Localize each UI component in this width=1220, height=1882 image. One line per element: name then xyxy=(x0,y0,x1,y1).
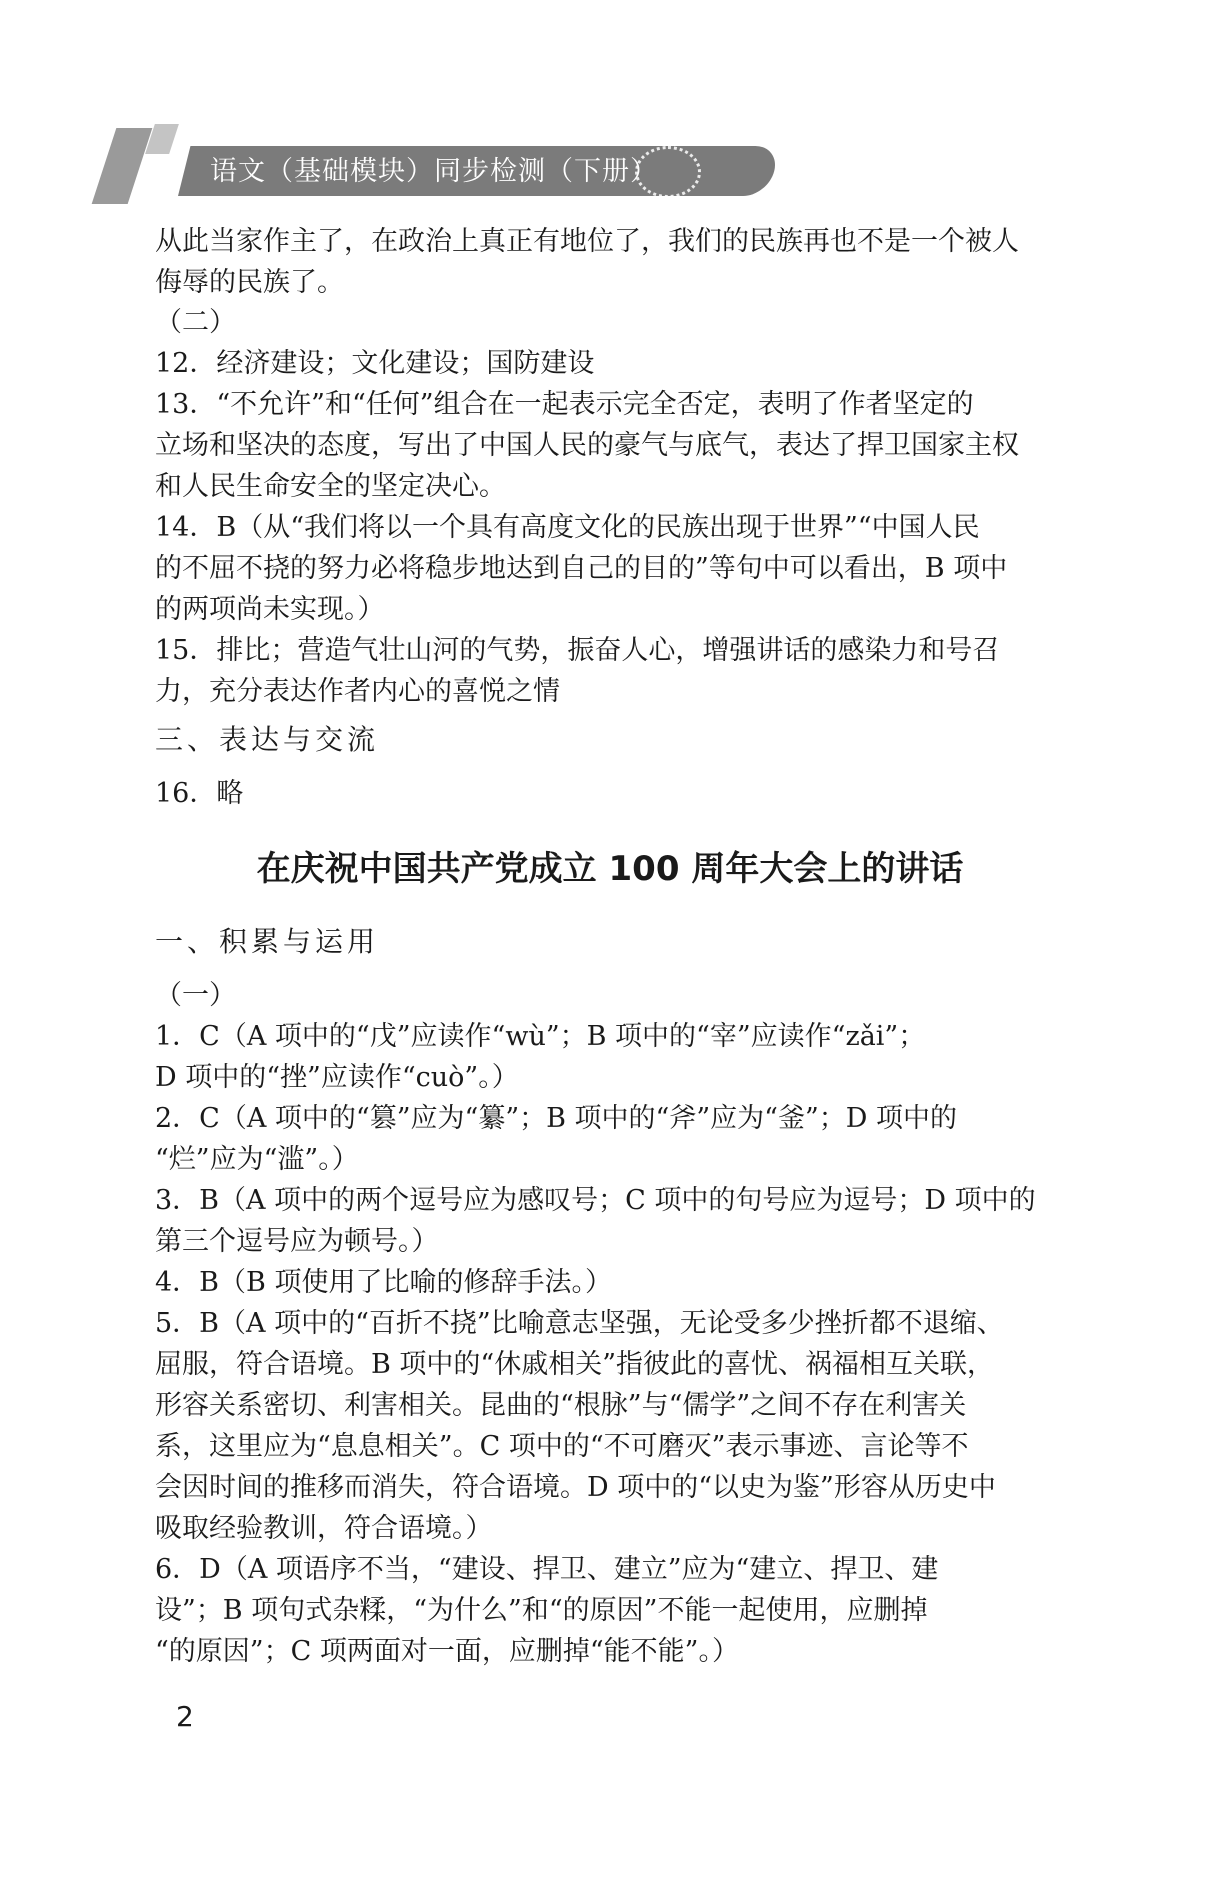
answer-15: 15．排比；营造气壮山河的气势，振奋人心，增强讲话的感染力和号召 xyxy=(155,635,1000,666)
section-heading: 三、表达与交流 xyxy=(155,723,380,756)
answer-2: 2．C（A 项中的“篡”应为“纂”；B 项中的“斧”应为“釜”；D 项中的 xyxy=(155,1103,957,1134)
text-line: 会因时间的推移而消失，符合语境。D 项中的“以史为鉴”形容从历史中 xyxy=(155,1472,996,1503)
text-line: 力，充分表达作者内心的喜悦之情 xyxy=(155,676,560,707)
header-ornament-icon xyxy=(635,146,701,198)
text-line: 从此当家作主了，在政治上真正有地位了，我们的民族再也不是一个被人 xyxy=(155,226,1019,257)
text-line: 系，这里应为“息息相关”。C 项中的“不可磨灭”表示事迹、言论等不 xyxy=(155,1431,969,1462)
answer-5: 5．B（A 项中的“百折不挠”比喻意志坚强，无论受多少挫折都不退缩、 xyxy=(155,1308,1004,1339)
page-number: 2 xyxy=(176,1700,194,1733)
header-banner xyxy=(100,124,700,204)
text-line: 立场和坚决的态度，写出了中国人民的豪气与底气，表达了捍卫国家主权 xyxy=(155,430,1019,461)
text-line: 第三个逗号应为顿号。） xyxy=(155,1226,439,1257)
text-line: 设”；B 项句式杂糅，“为什么”和“的原因”不能一起使用，应删掉 xyxy=(155,1595,928,1626)
header-stripe-decoration xyxy=(92,128,153,204)
answer-14: 14．B（从“我们将以一个具有高度文化的民族出现于世界”“中国人民 xyxy=(155,512,980,543)
article-title: 在庆祝中国共产党成立 100 周年大会上的讲话 xyxy=(256,849,964,889)
answer-4: 4．B（B 项使用了比喻的修辞手法。） xyxy=(155,1267,612,1298)
text-line: 屈服，符合语境。B 项中的“休戚相关”指彼此的喜忧、祸福相互关联， xyxy=(155,1349,995,1380)
answer-12: 12．经济建设；文化建设；国防建设 xyxy=(155,348,595,379)
text-line: 和人民生命安全的坚定决心。 xyxy=(155,471,506,502)
text-line: 侮辱的民族了。 xyxy=(155,267,344,298)
answer-3: 3．B（A 项中的两个逗号应为感叹号；C 项中的句号应为逗号；D 项中的 xyxy=(155,1185,1036,1216)
text-line: “烂”应为“滥”。） xyxy=(155,1144,359,1175)
text-line: 形容关系密切、利害相关。昆曲的“根脉”与“儒学”之间不存在利害关 xyxy=(155,1390,967,1421)
text-line: 吸取经验教训，符合语境。） xyxy=(155,1513,493,1544)
text-line: D 项中的“挫”应读作“cuò”。） xyxy=(155,1062,519,1093)
text-line: 的两项尚未实现。） xyxy=(155,594,385,625)
answer-6: 6．D（A 项语序不当，“建设、捍卫、建立”应为“建立、捍卫、建 xyxy=(155,1554,939,1585)
text-line: （二） xyxy=(155,307,236,338)
answer-13: 13．“不允许”和“任何”组合在一起表示完全否定，表明了作者坚定的 xyxy=(155,389,974,420)
header-title: 语文（基础模块）同步检测（下册） xyxy=(210,156,658,187)
answer-16: 16．略 xyxy=(155,778,244,809)
text-line: “的原因”；C 项两面对一面，应删掉“能不能”。） xyxy=(155,1636,739,1667)
answer-1: 1．C（A 项中的“戊”应读作“wù”；B 项中的“宰”应读作“zǎi”； xyxy=(155,1021,926,1052)
section-heading: 一、积累与运用 xyxy=(155,925,380,958)
subsection-label: （一） xyxy=(155,980,236,1011)
text-line: 的不屈不挠的努力必将稳步地达到自己的目的”等句中可以看出，B 项中 xyxy=(155,553,1008,584)
